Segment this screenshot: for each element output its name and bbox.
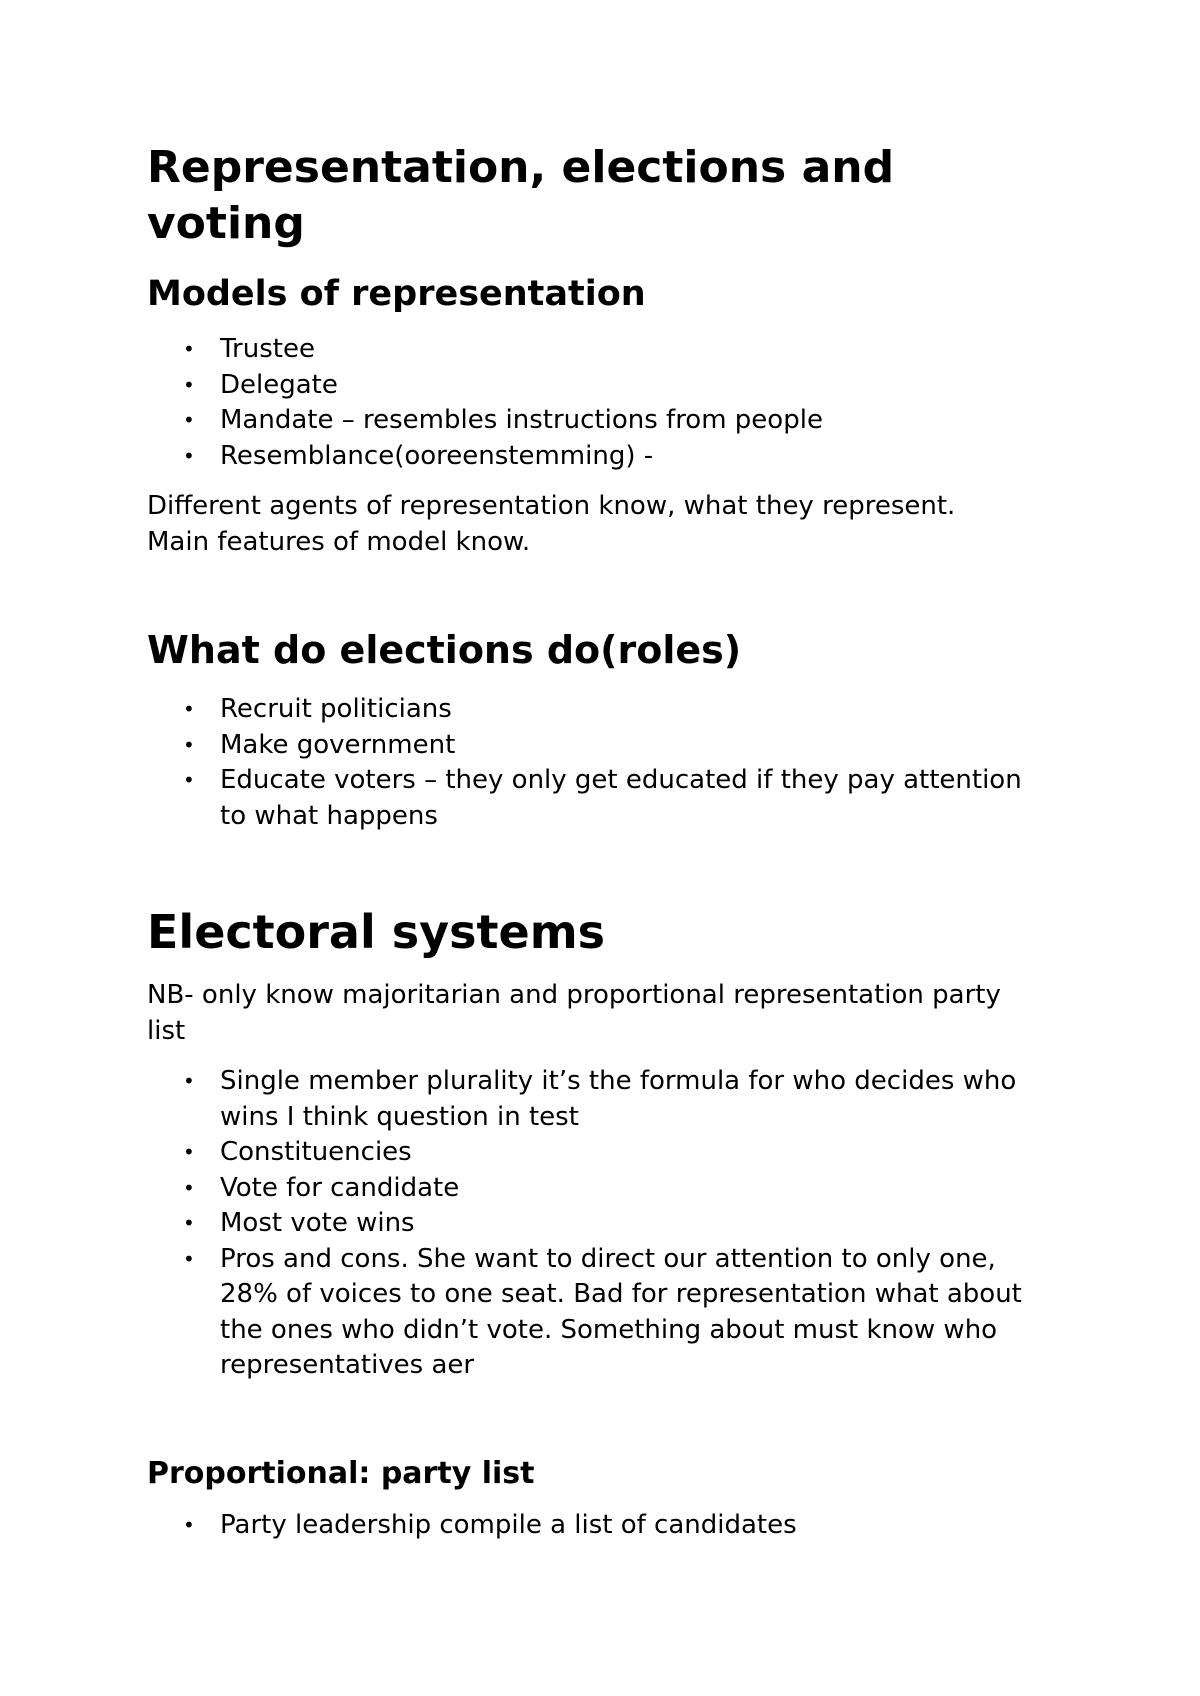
document-page <box>147 140 1047 1543</box>
list-item-text: Most vote wins <box>220 1208 415 1238</box>
list-item <box>147 1135 1047 1171</box>
list-item <box>147 1171 1047 1207</box>
list-item-text: Delegate <box>220 369 338 400</box>
bullet-icon: • <box>183 1512 195 1537</box>
bullet-icon: • <box>183 372 195 397</box>
list-item <box>147 1206 1047 1242</box>
bullet-icon: • <box>183 732 195 757</box>
list-item-text: Make government <box>220 729 456 760</box>
list-item-text: Vote for candidate <box>220 1172 460 1203</box>
list-item <box>147 332 1047 368</box>
list-item-text: Resemblance(ooreenstemming) - <box>220 440 654 471</box>
list-item <box>147 728 1047 764</box>
list-item-text: Party leadership compile a list of candidates <box>220 1509 797 1540</box>
heading-electoral-systems: Electoral systems <box>147 905 606 959</box>
bullet-icon: • <box>183 337 195 361</box>
paragraph-agents: Different agents of representation know, what they represent. <box>147 491 956 521</box>
bullet-icon: • <box>183 1246 195 1271</box>
elections-list <box>147 692 1047 834</box>
list-item-text: Trustee <box>220 334 315 364</box>
list-item-text: Pros and cons. She want to direct our attention to only one, 28% of voices to one seat. Bad for representation what about the ones who didn’t vote. Something about must know who representatives aer <box>220 1243 1022 1380</box>
bullet-icon: • <box>183 697 195 721</box>
heading-models-of-representation: Models of representation <box>147 274 646 314</box>
list-item-text: Single member plurality it’s the formula for who decides who wins I think question in test <box>220 1066 1017 1132</box>
bullet-icon: • <box>183 408 195 432</box>
models-list <box>147 332 1047 474</box>
bullet-icon: • <box>183 1140 195 1164</box>
bullet-icon: • <box>183 1069 195 1093</box>
list-item <box>147 368 1047 404</box>
list-item-text: Educate voters – they only get educated if they pay attention to what happens <box>220 765 1022 831</box>
list-item-text: Mandate – resembles instructions from people <box>220 405 823 435</box>
list-item <box>147 1508 1047 1544</box>
bullet-icon: • <box>183 1211 195 1235</box>
list-item <box>147 763 1047 834</box>
proportional-list <box>147 1508 1047 1544</box>
electoral-list <box>147 1064 1047 1384</box>
paragraph-nb: NB- only know majoritarian and proportional representation party list <box>147 980 1001 1046</box>
bullet-icon: • <box>183 768 195 792</box>
bullet-icon: • <box>183 443 195 468</box>
list-item <box>147 403 1047 439</box>
bullet-icon: • <box>183 1175 195 1200</box>
list-item-text: Recruit politicians <box>220 694 452 724</box>
heading-proportional-party-list: Proportional: party list <box>147 1455 535 1491</box>
list-item <box>147 1242 1047 1384</box>
document-title: Representation, elections and voting <box>147 142 895 249</box>
list-item-text: Constituencies <box>220 1137 412 1167</box>
list-item <box>147 439 1047 475</box>
list-item <box>147 692 1047 728</box>
list-item <box>147 1064 1047 1135</box>
heading-what-do-elections-do: What do elections do(roles) <box>147 628 742 672</box>
paragraph-main-features: Main features of model know. <box>147 526 531 557</box>
